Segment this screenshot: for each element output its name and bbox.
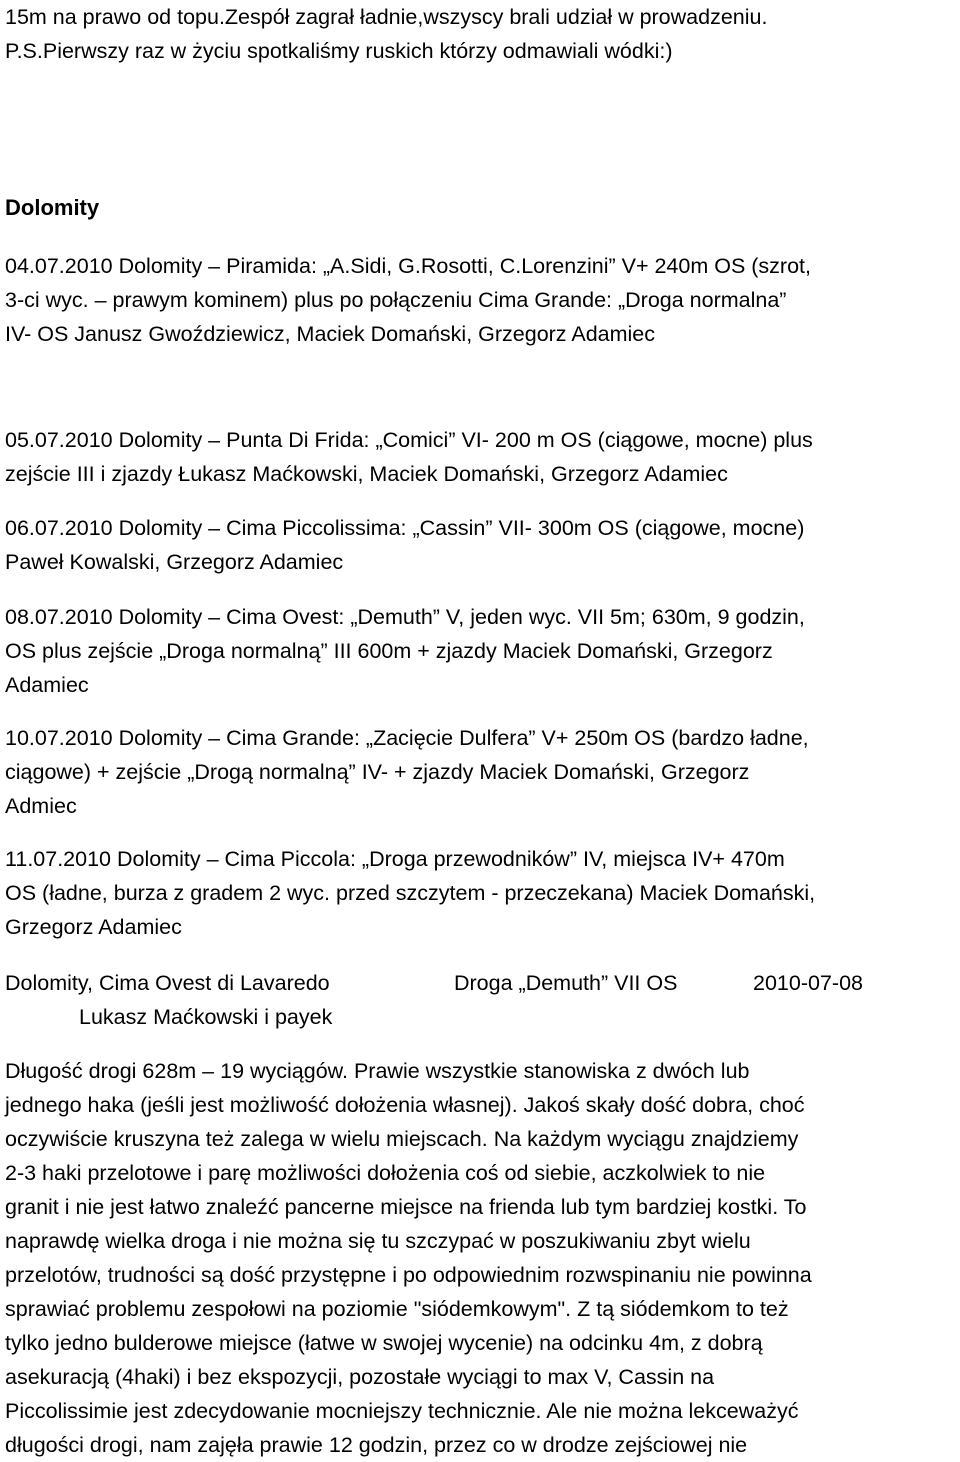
text-line: IV- OS Janusz Gwoździewicz, Maciek Domański, Grzegorz Adamiec — [5, 322, 655, 346]
text-line: Paweł Kowalski, Grzegorz Adamiec — [5, 550, 344, 574]
text-line: Adamiec — [5, 673, 89, 697]
route-name: Droga „Demuth” VII OS — [454, 971, 678, 995]
climb-entry — [5, 600, 805, 702]
text-line: 15m na prawo od topu.Zespół zagrał ładnie,wszyscy brali udział w prowadzeniu. — [5, 5, 768, 29]
text-line: tylko jedno bulderowe miejsce (łatwe w swojej wycenie) na odcinku 4m, z dobrą — [5, 1331, 763, 1355]
climb-entry — [5, 423, 813, 491]
text-line: granit i nie jest łatwo znaleźć pancerne miejsce na frienda lub tym bardziej kostki. To — [5, 1195, 807, 1219]
text-line: 10.07.2010 Dolomity – Cima Grande: „Zacięcie Dulfera” V+ 250m OS (bardzo ładne, — [5, 726, 809, 750]
text-line: przelotów, trudności są dość przystępne i po odpowiednim rozwspinaniu nie powinna — [5, 1263, 812, 1287]
climb-entry — [5, 249, 811, 351]
climb-entry — [5, 511, 804, 579]
text-line: sprawiać problemu zespołowi na poziomie "siódemkowym". Z tą siódemkom to też — [5, 1297, 789, 1321]
text-line: 05.07.2010 Dolomity – Punta Di Frida: „Comici” VI- 200 m OS (ciągowe, mocne) plus — [5, 428, 813, 452]
text-line: oczywiście kruszyna też zalega w wielu miejscach. Na każdym wyciągu znajdziemy — [5, 1127, 799, 1151]
text-line: Admiec — [5, 794, 77, 818]
text-line: 04.07.2010 Dolomity – Piramida: „A.Sidi, G.Rosotti, C.Lorenzini” V+ 240m OS (szrot, — [5, 254, 811, 278]
route-header — [5, 966, 955, 1034]
text-line: naprawdę wielka droga i nie można się tu szczypać w poszukiwaniu zbyt wielu — [5, 1229, 751, 1253]
text-line: 2-3 haki przelotowe i parę możliwości dołożenia coś od siebie, aczkolwiek to nie — [5, 1161, 766, 1185]
intro-paragraph — [5, 0, 767, 68]
climb-entry — [5, 842, 815, 944]
text-line: zejście III i zjazdy Łukasz Maćkowski, Maciek Domański, Grzegorz Adamiec — [5, 462, 728, 486]
text-line: Długość drogi 628m – 19 wyciągów. Prawie wszystkie stanowiska z dwóch lub — [5, 1059, 750, 1083]
text-line: OS (ładne, burza z gradem 2 wyc. przed szczytem - przeczekana) Maciek Domański, — [5, 881, 816, 905]
text-line: 06.07.2010 Dolomity – Cima Piccolissima: „Cassin” VII- 300m OS (ciągowe, mocne) — [5, 516, 805, 540]
text-line: Piccolissimie jest zdecydowanie mocniejszy technicznie. Ale nie można lekceważyć — [5, 1399, 799, 1423]
route-date: 2010-07-08 — [753, 971, 863, 995]
text-line: ciągowe) + zejście „Drogą normalną” IV- + zjazdy Maciek Domański, Grzegorz — [5, 760, 750, 784]
route-description — [5, 1054, 812, 1462]
text-line: 11.07.2010 Dolomity – Cima Piccola: „Droga przewodników” IV, miejsca IV+ 470m — [5, 847, 785, 871]
text-line: jednego haka (jeśli jest możliwość dołożenia własnej). Jakoś skały dość dobra, choć — [5, 1093, 805, 1117]
text-line: 08.07.2010 Dolomity – Cima Ovest: „Demuth” V, jeden wyc. VII 5m; 630m, 9 godzin, — [5, 605, 805, 629]
section-title: Dolomity — [5, 195, 100, 220]
text-line: Grzegorz Adamiec — [5, 915, 182, 939]
route-location: Dolomity, Cima Ovest di Lavaredo — [5, 971, 330, 995]
text-line: długości drogi, nam zajęła prawie 12 godzin, przez co w drodze zejściowej nie — [5, 1433, 748, 1457]
route-climbers: Lukasz Maćkowski i payek — [79, 1005, 333, 1029]
text-line: OS plus zejście „Droga normalną” III 600m + zjazdy Maciek Domański, Grzegorz — [5, 639, 773, 663]
climb-entry — [5, 721, 809, 823]
text-line: P.S.Pierwszy raz w życiu spotkaliśmy ruskich którzy odmawiali wódki:) — [5, 39, 673, 63]
text-line: asekuracją (4haki) i bez ekspozycji, pozostałe wyciągi to max V, Cassin na — [5, 1365, 715, 1389]
text-line: 3-ci wyc. – prawym kominem) plus po połączeniu Cima Grande: „Droga normalna” — [5, 288, 787, 312]
